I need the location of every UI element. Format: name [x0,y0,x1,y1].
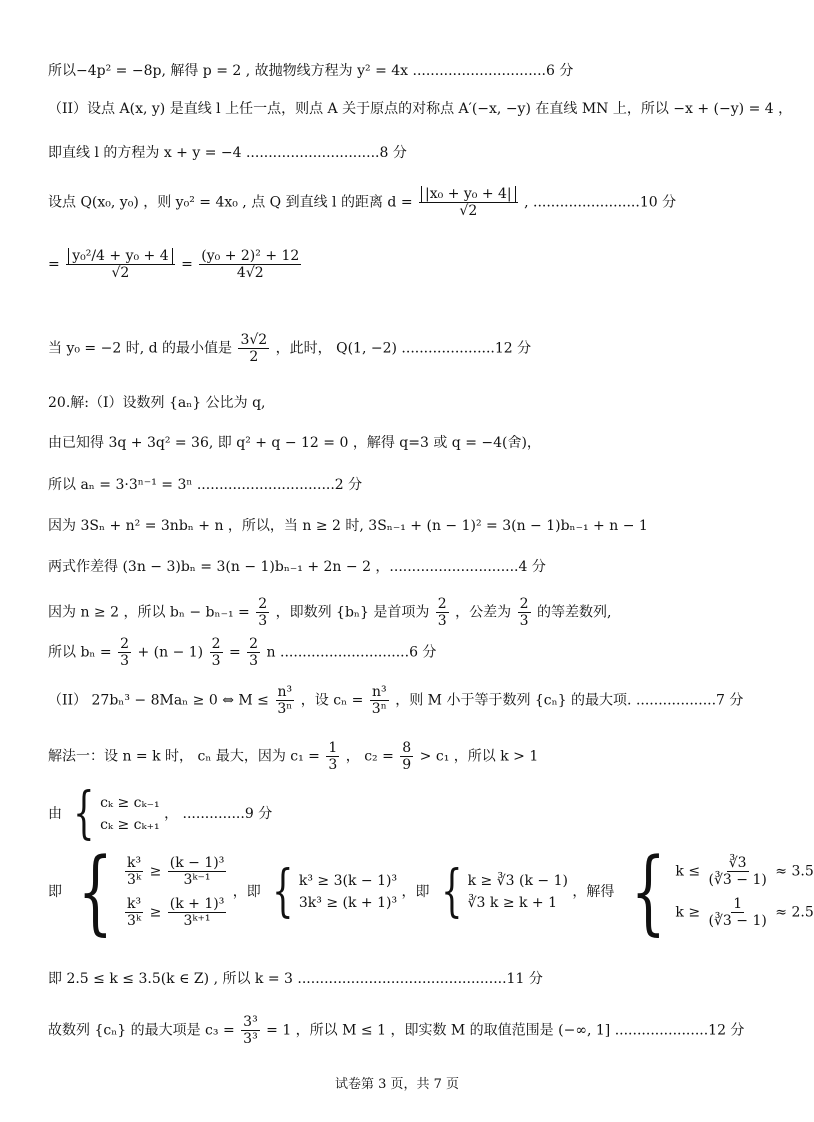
line-q20-an: 所以 aₙ = 3·3ⁿ⁻¹ = 3ⁿ ...............................2 分 [48,477,363,493]
line-parabola-result: 所以−4p² = −8p, 解得 p = 2 , 故抛物线方程为 y² = 4x ..............................6 分 [48,63,574,79]
min-value-fraction: $\frac{3√2}{2}$ [240,332,268,366]
line-q20-sn: 因为 3Sₙ + n² = 3nbₙ + n ，所以，当 n ≥ 2 时, 3Sₙ₋₁ + (n − 1)² = 3(n − 1)bₙ₋₁ + n − 1 [48,518,648,534]
line-q20-part2: （II） 27bₙ³ − 8Maₙ ≥ 0 ⇔ M ≤ $\frac{\text{n³}}{\text{3ⁿ}}$ ，设 cₙ = $\frac{\text{n³}}{\text{3ⁿ}}$ ，则 M 小于等于数列 {cₙ} 的最大项. ..................7 分 [48,684,744,718]
line-q20-difference: 两式作差得 (3n − 3)bₙ = 3(n − 1)bₙ₋₁ + 2n − 2 ，.............................4 分 [48,559,546,575]
line-min-value: 当 y₀ = −2 时, d 的最小值是 $\frac{3√2}{2}$ ，此时， Q(1, −2) .....................12 分 [48,332,532,366]
line-q20-ratio: 由已知得 3q + 3q² = 36, 即 q² + q − 12 = 0 ，解得 q=3 或 q = −4(舍)， [48,435,541,451]
distance-fraction-1: $\frac{\text{y₀²/4 + y₀ + 4}}{√2}$ [66,248,174,281]
distance-fraction: $\frac{\text{|x₀ + y₀ + 4|}}{√2}$ [419,186,518,219]
line-system-solve: 即 { $\frac{\text{k³}}{\text{3ᵏ}}$ ≥ $\frac{\text{(k − 1)³}}{\text{3ᵏ⁻¹}}$ $\frac{\text{k³}}{\text{3ᵏ}}$ ≥ $\frac{\text{(k + 1)³}}{\text{3ᵏ⁺¹}}$ ，即 { k³ ≥ 3(k − 1)³ 3k³ ≥ (k + 1)³ ，即 { k ≥ ∛3 (k − 1) ∛3 k ≥ k + 1 ，解得 { k ≤ $\frac{∛3}{(∛3 - 1)}$ ≈ 3.5 k ≥ $\frac{1}{(∛3 - 1)}$ ≈ 2.5 [48,838,814,945]
line-method1: 解法一：设 n = k 时， cₙ 最大，因为 c₁ = $\frac{1}{3}$ ， c₂ = $\frac{8}{9}$ > c₁ ，所以 k > 1 [48,740,539,774]
line-q20-bn: 所以 bₙ = $\frac{2}{3}$ + (n − 1) $\frac{2}{3}$ = $\frac{2}{3}$ n .............................6 分 [48,636,437,670]
line-line-equation: 即直线 l 的方程为 x + y = −4 ..............................8 分 [48,145,407,161]
page-footer: 试卷第 3 页，共 7 页 [334,1077,460,1092]
line-q20-intro: 20.解:（I）设数列 {aₙ} 公比为 q, [48,395,266,411]
line-q20-arithmetic: 因为 n ≥ 2 ，所以 bₙ − bₙ₋₁ = $\frac{2}{3}$ ，即数列 {bₙ} 是首项为 $\frac{2}{3}$ ，公差为 $\frac{2}{3}$ 的等差数列, [48,596,612,630]
line-max-term: 故数列 {cₙ} 的最大项是 c₃ = $\frac{\text{3³}}{\text{3³}}$ = 1 ，所以 M ≤ 1 ，即实数 M 的取值范围是 (−∞, 1] .....................12 分 [48,1014,745,1048]
line-distance-formula: 设点 Q(x₀, y₀) ，则 y₀² = 4x₀ , 点 Q 到直线 l 的距离 d = $\frac{\text{|x₀ + y₀ + 4|}}{√2}$ , ........................10 分 [48,186,677,220]
line-distance-simplify: = $\frac{\text{y₀²/4 + y₀ + 4}}{√2}$ = $\frac{\text{(y₀ + 2)² + 12}}{4√2}$ [48,248,300,282]
line-part2-intro: （II）设点 A(x, y) 是直线 l 上任一点，则点 A 关于原点的对称点 A′(−x, −y) 在直线 MN 上，所以 −x + (−y) = 4 ， [48,101,793,117]
distance-fraction-2: $\frac{\text{(y₀ + 2)² + 12}}{4√2}$ [201,248,300,282]
line-k-range: 即 2.5 ≤ k ≤ 3.5(k ∈ Z) , 所以 k = 3 ...............................................11 分 [48,971,543,987]
line-system-ck: 由 { cₖ ≥ cₖ₋₁ cₖ ≥ cₖ₊₁ ， ..............9 分 [48,781,273,846]
